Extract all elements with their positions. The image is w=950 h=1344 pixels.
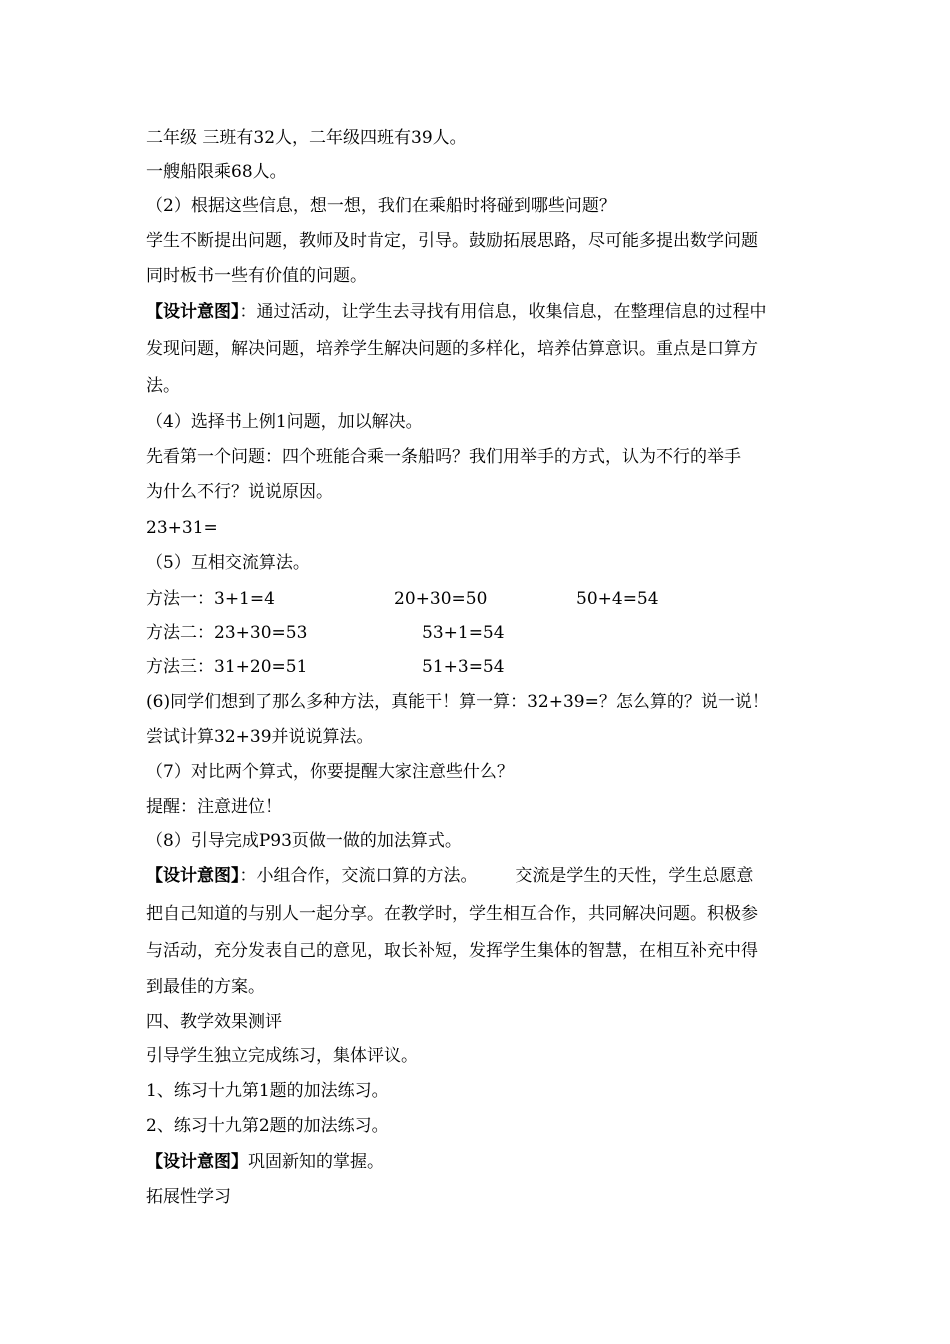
text-line: 2、练习十九第2题的加法练习。 [146,1116,389,1136]
text-line: 提醒：注意进位！ [146,797,282,817]
section-heading: 四、教学效果测评 [146,1012,282,1032]
text-line: （7）对比两个算式，你要提醒大家注意些什么？ [146,762,514,782]
text-line: 先看第一个问题：四个班能合乘一条船吗？我们用举手的方式，认为不行的举手 [146,447,741,467]
text-line: （8）引导完成P93页做一做的加法算式。 [146,831,462,851]
text-line: 尝试计算32+39并说说算法。 [146,727,374,747]
text-line: 引导学生独立完成练习，集体评议。 [146,1046,418,1066]
text-line: 23+31= [146,518,218,538]
method-step: 53+1=54 [422,623,505,643]
method-label: 方法二：23+30=53 [146,623,308,643]
text-line: 发现问题，解决问题，培养学生解决问题的多样化，培养估算意识。重点是口算方 [146,339,758,359]
method-step: 20+30=50 [394,589,488,609]
design-intent-heading: 【设计意图】 [146,866,240,886]
text-line: 到最佳的方案。 [146,977,265,997]
text-line: 二年级 三班有32人，二年级四班有39人。 [146,128,467,148]
text-line: （2）根据这些信息，想一想，我们在乘船时将碰到哪些问题？ [146,196,616,216]
text-line: (6)同学们想到了那么多种方法，真能干！算一算：32+39=？怎么算的？说一说！ [146,692,769,712]
design-intent-heading: 【设计意图】 [146,1152,248,1172]
method-step: 51+3=54 [422,657,505,677]
text-line: 法。 [146,376,180,396]
method-step: 50+4=54 [576,589,659,609]
method-label: 方法一：3+1=4 [146,589,275,609]
design-intent-text: ：小组合作，交流口算的方法。 交流是学生的天性，学生总愿意 [239,866,754,886]
text-line: 同时板书一些有价值的问题。 [146,266,367,286]
text-line: 1、练习十九第1题的加法练习。 [146,1081,389,1101]
design-intent-paragraph [146,300,767,324]
text-line: 学生不断提出问题，教师及时肯定，引导。鼓励拓展思路，尽可能多提出数学问题 [146,231,758,251]
design-intent-text: ：通过活动，让学生去寻找有用信息，收集信息，在整理信息的过程中 [239,302,767,322]
text-line: 与活动，充分发表自己的意见，取长补短，发挥学生集体的智慧，在相互补充中得 [146,941,758,961]
text-line: （5）互相交流算法。 [146,553,310,573]
text-line: 为什么不行？说说原因。 [146,482,333,502]
design-intent-paragraph [146,1150,384,1174]
design-intent-heading: 【设计意图】 [146,302,240,322]
text-line: 把自己知道的与别人一起分享。在教学时，学生相互合作，共同解决问题。积极参 [146,904,758,924]
design-intent-text: 巩固新知的掌握。 [248,1152,384,1172]
method-label: 方法三：31+20=51 [146,657,308,677]
text-line: 一艘船限乘68人。 [146,162,287,182]
text-line: 拓展性学习 [146,1187,231,1207]
design-intent-paragraph [146,864,753,888]
text-line: （4）选择书上例1问题，加以解决。 [146,412,423,432]
